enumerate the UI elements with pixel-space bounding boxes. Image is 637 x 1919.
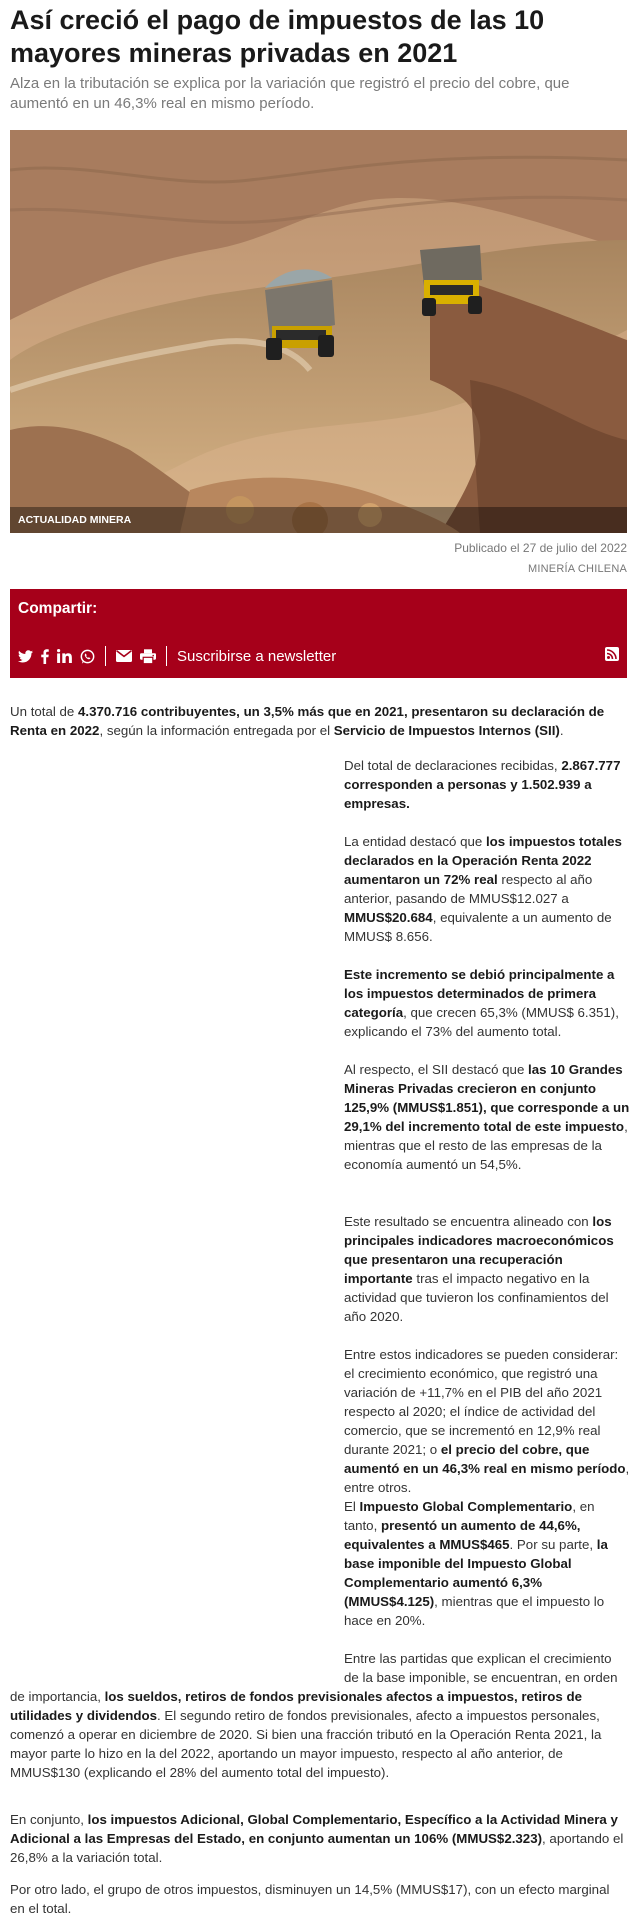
share-divider bbox=[166, 646, 167, 666]
share-label: Compartir: bbox=[18, 600, 98, 617]
paragraph-10: En conjunto, los impuestos Adicional, Global Complementario, Específico a la Actividad Minera y Adicional a las Empresas del Estado, en conjunto aumentan un 106% (MMUS$2.323), aportando el 26,8% a la variación total. bbox=[10, 1812, 624, 1865]
paragraph-1: Un total de 4.370.716 contribuyentes, un 3,5% más que en 2021, presentaron su declaración de Renta en 2022, según la información entregada por el Servicio de Impuestos Internos (SII). bbox=[10, 704, 605, 738]
article-title: Así creció el pago de impuestos de las 10 mayores mineras privadas en 2021 bbox=[10, 5, 545, 68]
share-bar bbox=[10, 589, 627, 678]
paragraph-11: Por otro lado, el grupo de otros impuestos, disminuyen un 14,5% (MMUS$17), con un efecto marginal en el total. bbox=[10, 1882, 610, 1916]
share-divider bbox=[105, 646, 106, 666]
twitter-icon[interactable] bbox=[18, 650, 33, 663]
article-source[interactable]: MINERÍA CHILENA bbox=[528, 563, 627, 575]
paragraph-8: El Impuesto Global Complementario, en tanto, presentó un aumento de 44,6%, equivalentes a MMUS$465. Por su parte, la base imponible del Impuesto Global Complementario aumentó 6,3% (MMUS$4.125), mientras que el impuesto lo hace en 20%. bbox=[344, 1499, 608, 1628]
whatsapp-icon[interactable] bbox=[80, 649, 95, 664]
print-icon[interactable] bbox=[140, 649, 156, 664]
mine-trucks-photo bbox=[10, 130, 627, 533]
linkedin-icon[interactable] bbox=[57, 649, 72, 663]
newsletter-link[interactable]: Suscribirse a newsletter bbox=[177, 647, 337, 665]
image-credit: ACTUALIDAD MINERA bbox=[10, 507, 627, 533]
share-icons-row bbox=[18, 645, 336, 667]
publish-date: Publicado el 27 de julio del 2022 bbox=[454, 541, 627, 555]
paragraph-2: Del total de declaraciones recibidas, 2.867.777 corresponden a personas y 1.502.939 a empresas. bbox=[344, 758, 621, 811]
paragraph-7: Entre estos indicadores se pueden considerar: el crecimiento económico, que registró una variación de +11,7% en el PIB del año 2021 respecto al 2020; el índice de actividad del comercio, que se incrementó en 12,9% real durante 2021; o el precio del cobre, que aumentó en un 46,3% real en mismo período, entre otros. bbox=[344, 1347, 630, 1495]
paragraph-3: La entidad destacó que los impuestos totales declarados en la Operación Renta 2022 aumentaron un 72% real respecto al año anterior, pasando de MMUS$12.027 a MMUS$20.684, equivalente a un aumento de MMUS$ 8.656. bbox=[344, 834, 622, 944]
email-icon[interactable] bbox=[116, 650, 132, 662]
hero-image bbox=[10, 130, 627, 533]
paragraph-5: Al respecto, el SII destacó que las 10 Grandes Mineras Privadas crecieron en conjunto 125,9% (MMUS$1.851), que corresponde a un 29,1% del incremento total de este impuesto, mientras que el resto de las empresas de la economía aumentó un 54,5%. bbox=[344, 1062, 630, 1172]
article-subtitle: Alza en la tributación se explica por la variación que registró el precio del cobre, que aumentó en un 46,3% real en mismo período. bbox=[10, 75, 570, 112]
rss-icon[interactable] bbox=[605, 647, 619, 661]
facebook-icon[interactable] bbox=[41, 649, 49, 664]
paragraph-6: Este resultado se encuentra alineado con los principales indicadores macroeconómicos que presentaron una recuperación importante tras el impacto negativo en la actividad que tuvieron los confinamientos del año 2020. bbox=[344, 1214, 614, 1324]
paragraph-4: Este incremento se debió principalmente a los impuestos determinados de primera categoría, que crecen 65,3% (MMUS$ 6.351), explicando el 73% del aumento total. bbox=[344, 967, 619, 1039]
float-gap bbox=[10, 1649, 344, 1687]
